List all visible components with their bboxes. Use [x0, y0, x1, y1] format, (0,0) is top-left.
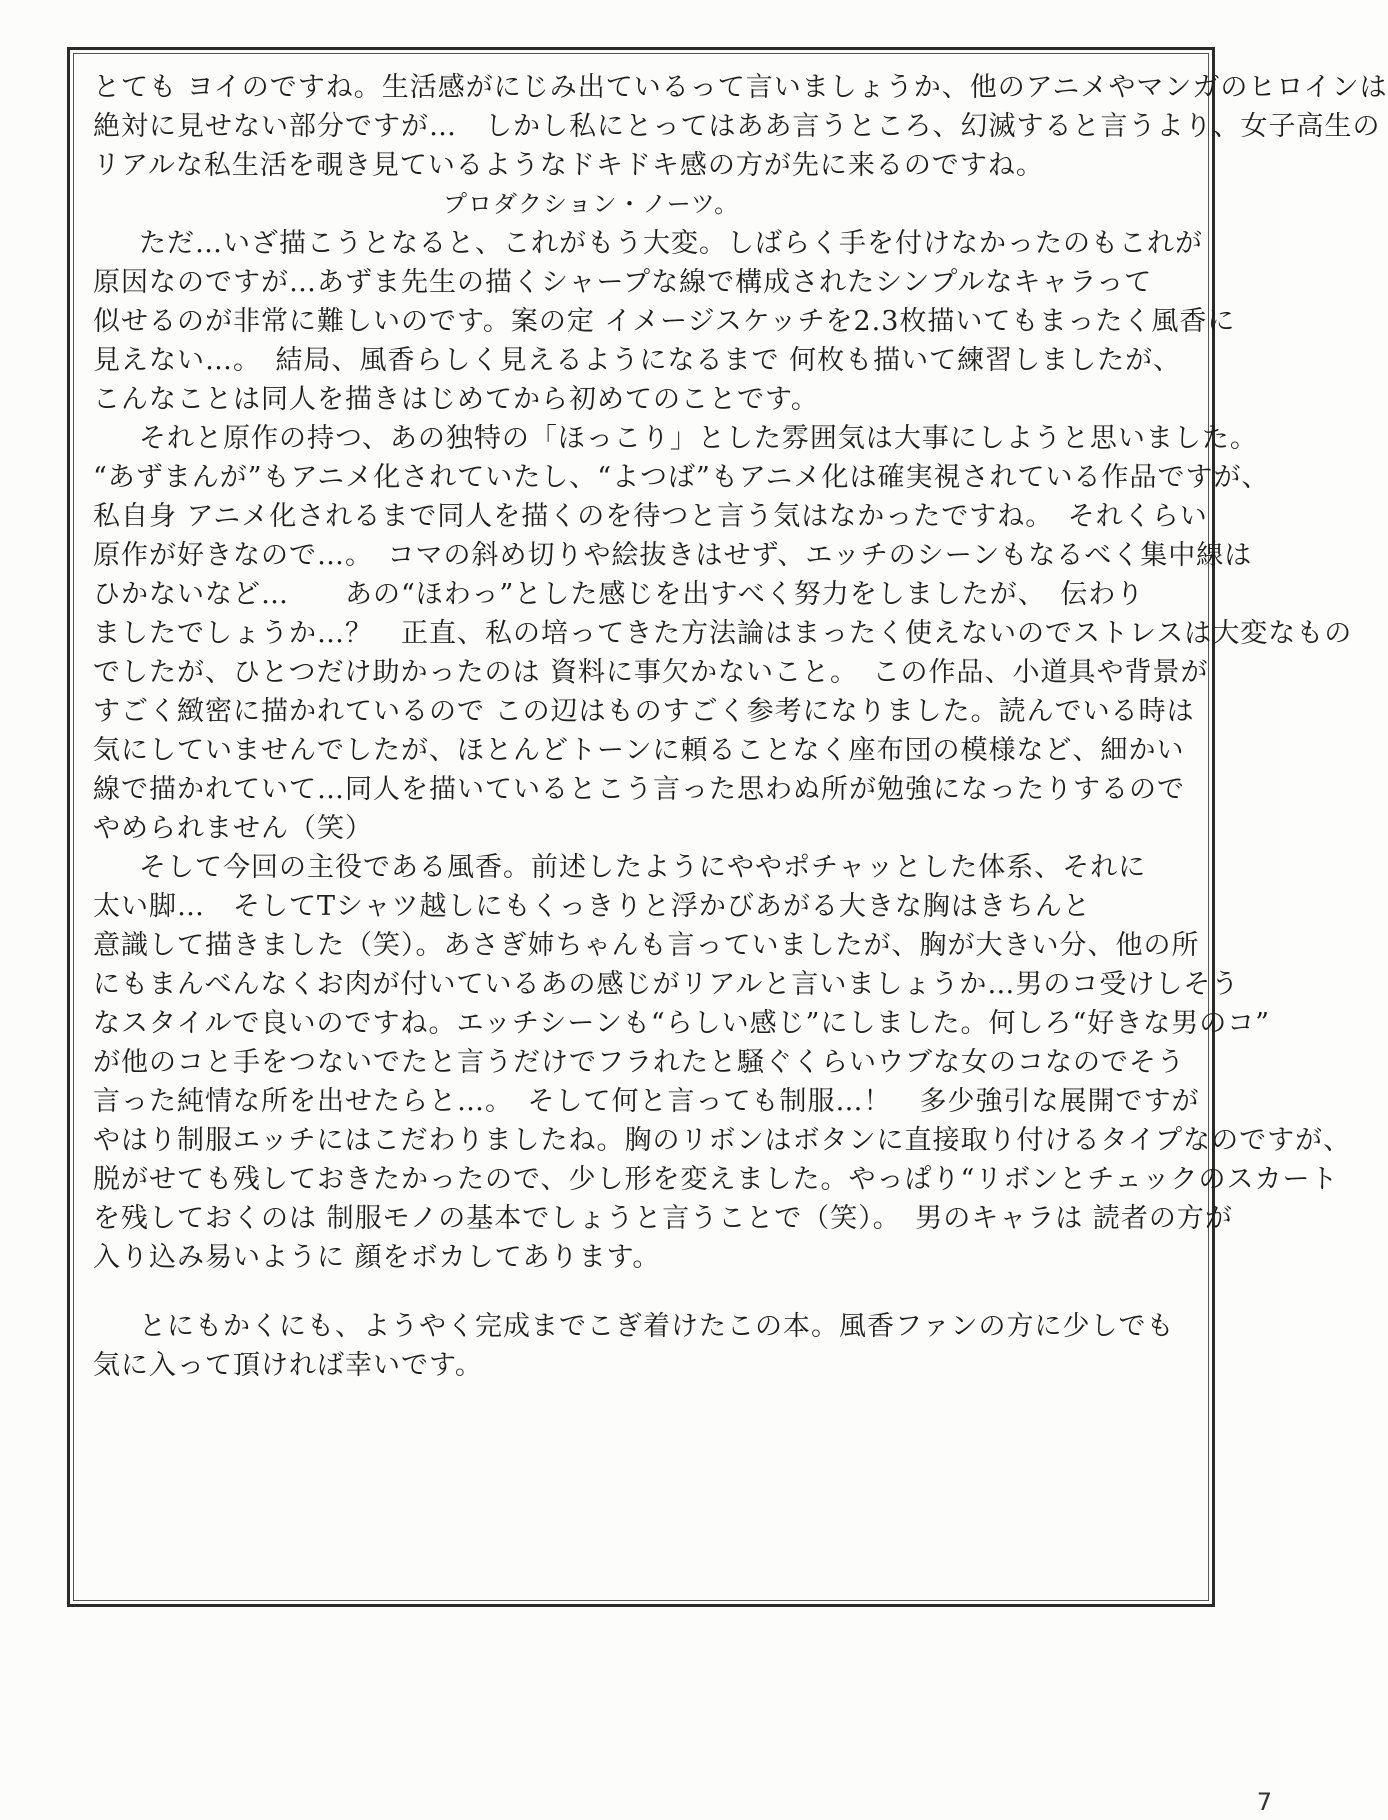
text-line: 気にしていませんでしたが、ほとんどトーンに頼ることなく座布団の模様など、細かい	[93, 735, 1185, 766]
text-line: それと原作の持つ、あの独特の「ほっこり」とした雰囲気は大事にしようと思いました。	[139, 423, 1258, 454]
section-heading: プロダクション・ノーツ。	[443, 190, 740, 218]
text-line: 意識して描きました（笑）。あさぎ姉ちゃんも言っていましたが、胸が大きい分、他の所	[93, 930, 1200, 961]
text-line: ましたでしょうか…？ 正直、私の培ってきた方法論はまったく使えないのでストレスは大変なもの	[93, 618, 1353, 649]
page-number: 7	[1256, 1788, 1272, 1816]
text-line: 気に入って頂ければ幸いです。	[93, 1350, 483, 1381]
text-line: 線で描かれていて…同人を描いているとこう言った思わぬ所が勉強になったりするので	[93, 774, 1185, 805]
handwritten-notes-body	[93, 68, 1388, 1385]
text-line: リアルな私生活を覗き見ているようなドキドキ感の方が先に来るのですね。	[93, 150, 1044, 181]
text-line: とても ヨイのですね。生活感がにじみ出ているって言いましょうか、他のアニメやマンガのヒロインは	[93, 72, 1388, 103]
text-line: “あずまんが”もアニメ化されていたし、“よつば”もアニメ化は確実視されている作品ですが、	[93, 462, 1270, 493]
text-line: やはり制服エッチにはこだわりましたね。胸のリボンはボタンに直接取り付けるタイプなのですが、	[93, 1125, 1352, 1156]
text-line: 太い脚… そしてTシャツ越しにもくっきりと浮かびあがる大きな胸はきちんと	[93, 891, 1091, 922]
text-line: を残しておくのは 制服モノの基本でしょうと言うことで（笑）。 男のキャラは 読者の方が	[93, 1203, 1233, 1234]
text-line: こんなことは同人を描きはじめてから初めてのことです。	[93, 384, 819, 415]
text-line: すごく緻密に描かれているので この辺はものすごく参考になりました。読んでいる時は	[93, 696, 1195, 727]
text-line: やめられません（笑）	[93, 813, 373, 844]
text-line: 私自身 アニメ化されるまで同人を描くのを待つと言う気はなかったですね。 それくらい	[93, 501, 1208, 532]
text-line: 言った純情な所を出せたらと…。 そして何と言っても制服…！ 多少強引な展開ですが	[93, 1086, 1200, 1117]
text-line: 見えない…。 結局、風香らしく見えるようになるまで 何枚も描いて練習しましたが、	[93, 345, 1182, 376]
text-line: が他のコと手をつないでたと言うだけでフラれたと騒ぐくらいウブな女のコなのでそう	[93, 1047, 1185, 1078]
text-line: とにもかくにも、ようやく完成までこぎ着けたこの本。風香ファンの方に少しでも	[139, 1311, 1175, 1342]
text-line	[93, 1277, 1193, 1307]
text-line: なスタイルで良いのですね。エッチシーンも“らしい感じ”にしました。何しろ“好きな男のコ”	[93, 1008, 1271, 1039]
text-line: 入り込み易いように 顔をボカしてあります。	[93, 1242, 661, 1273]
text-line: そして今回の主役である風香。前述したようにややポチャッとした体系、それに	[139, 852, 1147, 883]
text-line: 原作が好きなので…。 コマの斜め切りや絵抜きはせず、エッチのシーンもなるべく集中線は	[93, 540, 1253, 571]
text-line: ひかないなど… あの“ほわっ”とした感じを出すべく努力をしましたが、 伝わり	[93, 579, 1145, 610]
text-line: 原因なのですが…あずま先生の描くシャープな線で構成されたシンプルなキャラって	[93, 267, 1153, 298]
text-line: ただ…いざ描こうとなると、これがもう大変。しばらく手を付けなかったのもこれが	[139, 228, 1203, 259]
text-line: 似せるのが非常に難しいのです。案の定 イメージスケッチを2.3枚描いてもまったく風香に	[93, 306, 1236, 337]
text-line: 脱がせても残しておきたかったので、少し形を変えました。やっぱり“リボンとチェックのスカート	[93, 1164, 1339, 1195]
text-line: でしたが、ひとつだけ助かったのは 資料に事欠かないこと。 この作品、小道具や背景が	[93, 657, 1209, 688]
text-line: にもまんべんなくお肉が付いているあの感じがリアルと言いましょうか…男のコ受けしそう	[93, 969, 1240, 1000]
text-line: 絶対に見せない部分ですが… しかし私にとってはああ言うところ、幻滅すると言うより、女子高生の	[93, 111, 1381, 142]
